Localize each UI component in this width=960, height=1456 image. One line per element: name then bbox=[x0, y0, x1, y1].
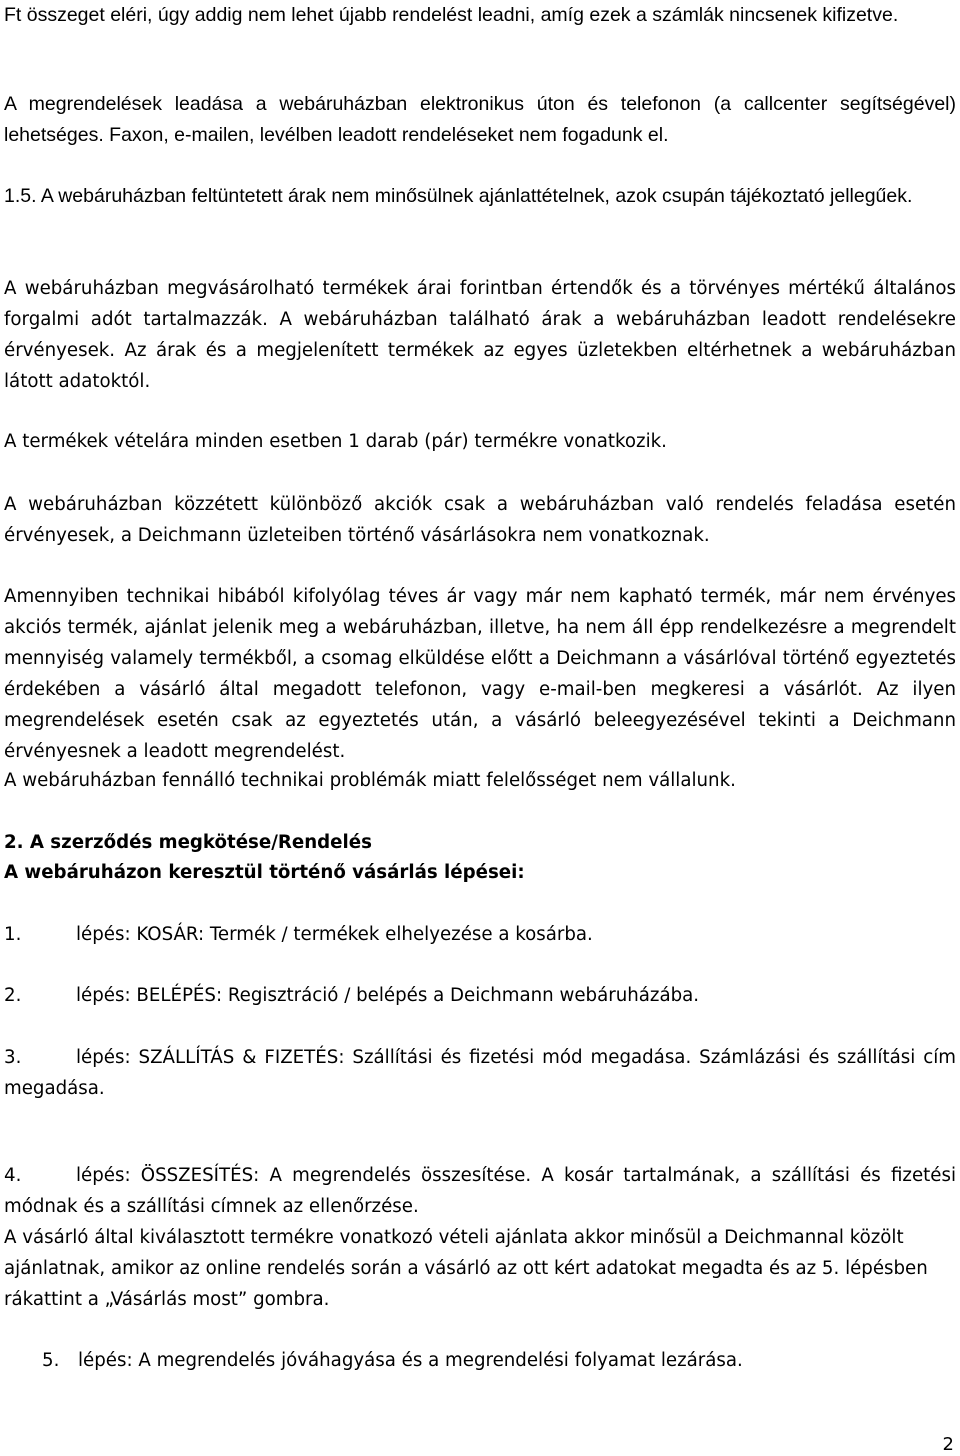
paragraph-invoice-limit: Ft összeget eléri, úgy addig nem lehet újabb rendelést leadni, amíg ezek a számlák nincsenek kifizetve. bbox=[4, 4, 899, 26]
paragraph-prices-informative: 1.5. A webáruházban feltüntetett árak nem minősülnek ajánlattételnek, azok csupán tájékoztató jellegűek. bbox=[4, 185, 913, 207]
paragraph-technical-errors: Amennyiben technikai hibából kifolyólag téves ár vagy már nem kapható termék, már nem érvényes akciós termék, ajánlat jelenik meg a webáruházban, illetve, ha nem áll épp rendelkezésre a megrendelt mennyiség valamely termékből, a csomag elküldése előtt a Deichmann a vásárlóval történő egyeztetés érdekében a vásárló által megadott telefonon, vagy e-mail-ben megkeresi a vásárlót. Az ilyen megrendelések esetén csak az egyeztetés után, a vásárló beleegyezésével tekinti a Deichmann érvényesnek a leadott megrendelést. bbox=[4, 586, 956, 762]
paragraph-prices-currency: A webáruházban megvásárolható termékek árai forintban értendők és a törvényes mértékű általános forgalmi adót tartalmazzák. A webáruházban található árak a webáruházban leadott rendelésekre érvényesek. Az árak és a megjelenített termékek az egyes üzletekben eltérhetnek a webáruházban látott adatoktól. bbox=[4, 278, 956, 392]
section-subheading: A webáruházon keresztül történő vásárlás lépései: bbox=[4, 862, 525, 883]
step-text: lépés: SZÁLLÍTÁS & FIZETÉS: Szállítási és fizetési mód megadása. Számlázási és szállítási cím megadása. bbox=[4, 1047, 956, 1099]
page-number: 2 bbox=[942, 1434, 954, 1455]
step-number: 2. bbox=[4, 985, 22, 1006]
step-4-continuation: A vásárló által kiválasztott termékre vonatkozó vételi ajánlata akkor minősül a Deichmannal közölt ajánlatnak, amikor az online rendelés során a vásárló az ott kért adatokat megadta és az 5. lépésben rákattint a „Vásárlás most” gombra. bbox=[4, 1227, 928, 1310]
paragraph-order-channels: A megrendelések leadása a webáruházban elektronikus úton és telefonon (a callcenter segítségével) lehetséges. Faxon, e-mailen, levélben leadott rendeléseket nem fogadunk el. bbox=[4, 93, 956, 146]
step-text: lépés: ÖSSZESÍTÉS: A megrendelés összesítése. A kosár tartalmának, a szállítási és fizetési módnak és a szállítási címnek az ellenőrzése. bbox=[4, 1165, 956, 1217]
step-number: 4. bbox=[4, 1165, 22, 1186]
step-4 bbox=[4, 1160, 956, 1222]
step-1 bbox=[4, 919, 956, 950]
step-number: 3. bbox=[4, 1047, 22, 1068]
step-2 bbox=[4, 980, 956, 1011]
step-text: lépés: A megrendelés jóváhagyása és a megrendelési folyamat lezárása. bbox=[78, 1350, 743, 1371]
paragraph-liability: A webáruházban fennálló technikai problémák miatt felelősséget nem vállalunk. bbox=[4, 770, 736, 791]
step-number: 5. bbox=[42, 1350, 60, 1371]
step-text: lépés: KOSÁR: Termék / termékek elhelyezése a kosárba. bbox=[76, 924, 593, 945]
paragraph-promotions: A webáruházban közzétett különböző akciók csak a webáruházban való rendelés feladása esetén érvényesek, a Deichmann üzleteiben történő vásárlásokra nem vonatkoznak. bbox=[4, 494, 956, 546]
paragraph-unit-price: A termékek vételára minden esetben 1 darab (pár) termékre vonatkozik. bbox=[4, 431, 667, 452]
step-3 bbox=[4, 1042, 956, 1104]
step-number: 1. bbox=[4, 924, 22, 945]
step-text: lépés: BELÉPÉS: Regisztráció / belépés a Deichmann webáruházába. bbox=[76, 985, 700, 1006]
section-heading: 2. A szerződés megkötése/Rendelés bbox=[4, 832, 372, 853]
step-5 bbox=[42, 1345, 743, 1376]
